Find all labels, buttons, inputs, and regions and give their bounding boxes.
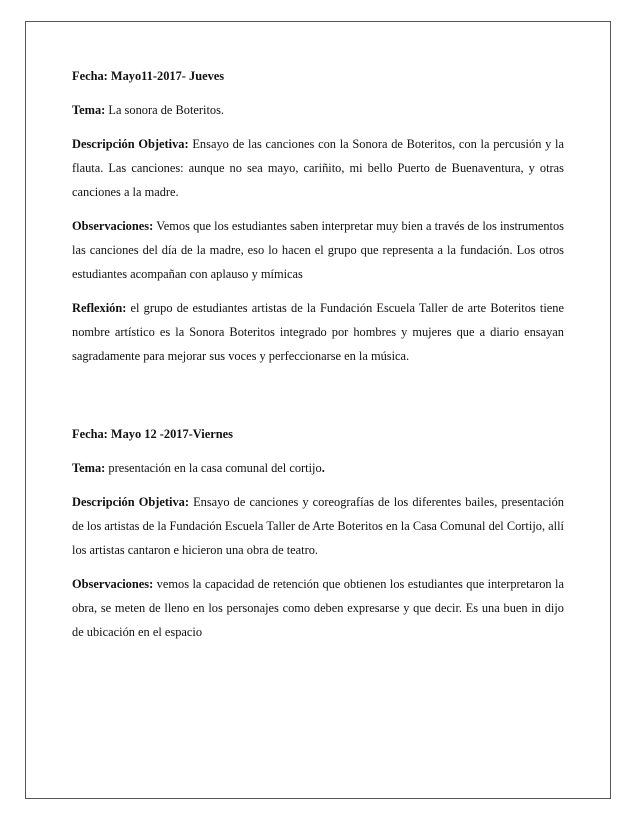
observaciones-label: Observaciones: <box>72 219 154 233</box>
fecha-label: Fecha: <box>72 69 108 83</box>
tema-label: Tema: <box>72 461 106 475</box>
descripcion-value: Ensayo de canciones y coreografías de los diferentes bailes, presentación de los artistas de la Fundación Escuela Taller de Arte Boteritos en la Casa Comunal del Cortijo, allí los artistas cantaron e hicieron una obra de teatro. <box>72 495 565 557</box>
reflexion-value: el grupo de estudiantes artistas de la Fundación Escuela Taller de arte Boteritos tiene nombre artístico es la Sonora Boteritos integrado por hombres y mujeres que a diario ensayan sagradamente para mejorar sus voces y perfeccionarse en la música. <box>72 301 564 363</box>
reflexion-label: Reflexión: <box>72 301 127 315</box>
observaciones-value: vemos la capacidad de retención que obtienen los estudiantes que interpretaron la obra, se meten de lleno en los personajes como deben expresarse y que decir. Es una buen in dijo de ubicación en el espacio <box>72 577 564 639</box>
entry-date <box>72 64 564 88</box>
entry-observaciones <box>72 214 564 286</box>
tema-value: presentación en la casa comunal del cortijo <box>108 461 322 475</box>
document-body <box>72 64 564 654</box>
descripcion-value: Ensayo de las canciones con la Sonora de Boteritos, con la percusión y la flauta. Las canciones: aunque no sea mayo, cariñito, mi bello Puerto de Buenaventura, y otras canciones a la madre. <box>72 137 564 199</box>
tema-label: Tema: <box>72 103 106 117</box>
fecha-value: Mayo11-2017- Jueves <box>110 69 225 83</box>
descripcion-label: Descripción Objetiva: <box>72 137 189 151</box>
entry-date <box>72 422 564 446</box>
entry-tema <box>72 98 564 122</box>
fecha-label: Fecha: <box>72 427 108 441</box>
tema-value: La sonora de Boteritos. <box>108 103 225 117</box>
entry-observaciones <box>72 572 564 644</box>
journal-entry-1 <box>72 64 564 368</box>
entry-reflexion <box>72 296 564 368</box>
observaciones-value: Vemos que los estudiantes saben interpretar muy bien a través de los instrumentos las canciones del día de la madre, eso lo hacen el grupo que representa a la fundación. Los otros estudiantes acompañan con aplauso y mímicas <box>72 219 564 281</box>
tema-suffix: . <box>321 461 325 475</box>
descripcion-label: Descripción Objetiva: <box>72 495 189 509</box>
entry-descripcion <box>72 132 564 204</box>
journal-entry-2 <box>72 422 564 644</box>
fecha-value: Mayo 12 -2017-Viernes <box>110 427 233 441</box>
entry-descripcion <box>72 490 564 562</box>
entry-spacer <box>72 378 564 422</box>
entry-tema <box>72 456 564 480</box>
observaciones-label: Observaciones: <box>72 577 154 591</box>
